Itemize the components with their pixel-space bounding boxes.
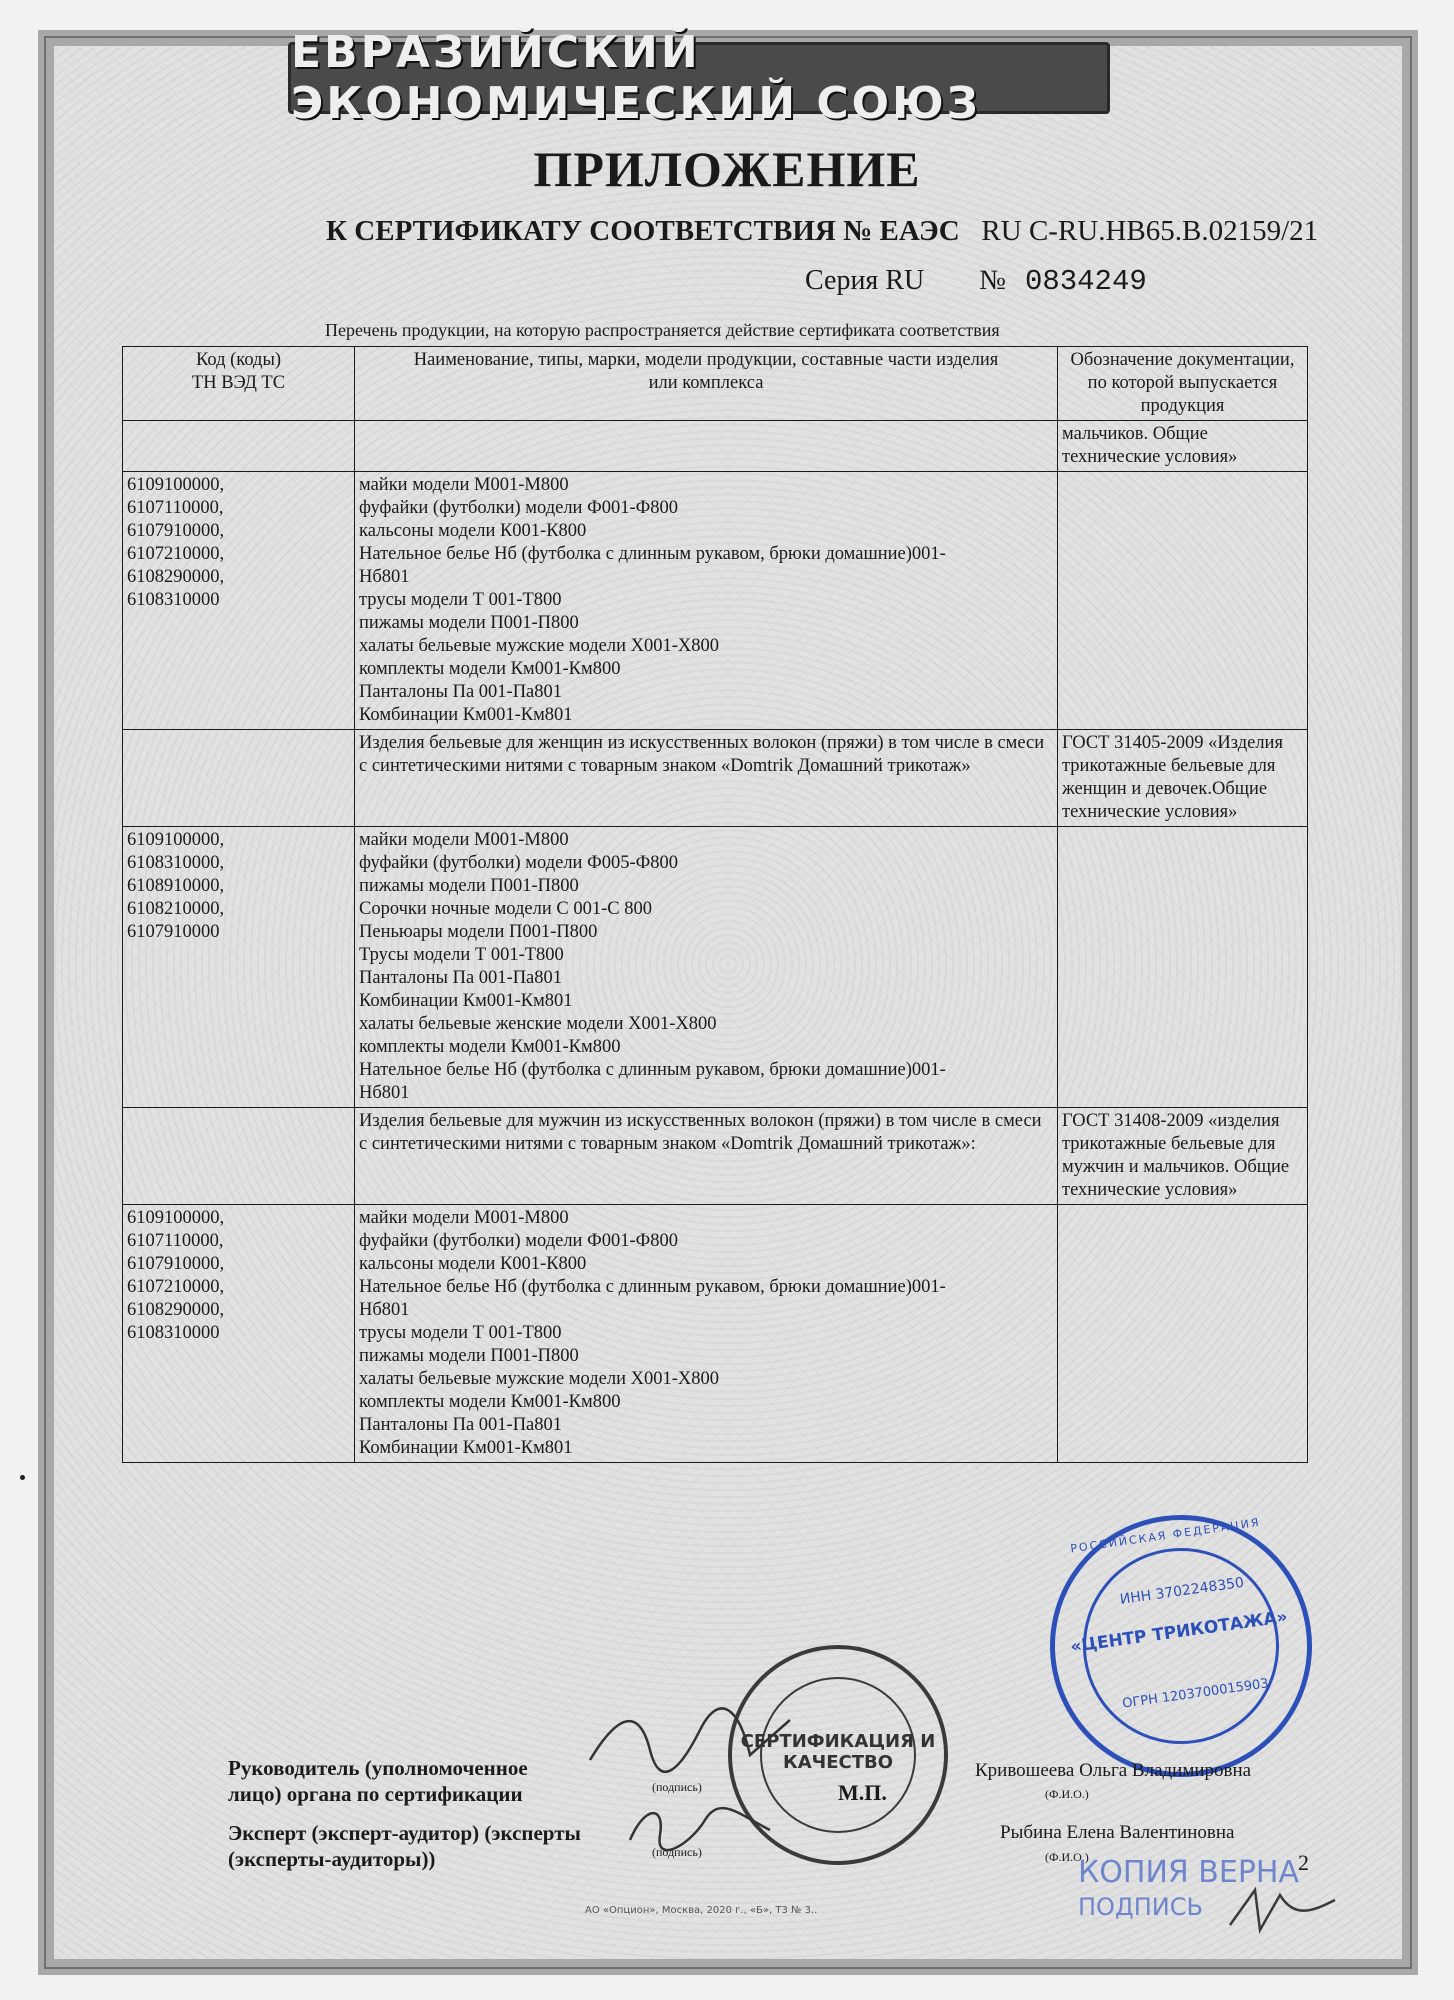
union-banner: ЕВРАЗИЙСКИЙ ЭКОНОМИЧЕСКИЙ СОЮЗ [288,42,1110,114]
name-cell: Изделия бельевые для женщин из искусственных волокон (пряжи) в том числе в смеси с синтетическими нитями с товарным знаком «Domtrik Домашний трикотаж» [355,730,1058,827]
footer-print-info: АО «Опцион», Москва, 2020 г., «Б», Т3 № 3.. [585,1905,818,1916]
products-table [122,346,1308,1463]
header-code: Код (коды) ТН ВЭД ТС [123,347,355,421]
certificate-number: RU C-RU.НВ65.В.02159/21 [981,215,1319,247]
tnved-code: 6108310000 [127,1323,220,1343]
product-item: Нб801 [359,567,410,587]
head-name-caption: (Ф.И.О.) [1045,1787,1089,1801]
product-item: Сорочки ночные модели С 001-С 800 [359,899,652,919]
product-item: Нб801 [359,1300,410,1320]
product-item: халаты бельевые женские модели Х001-Х800 [359,1014,717,1034]
stamp-ring-text: РОССИЙСКАЯ ФЕДЕРАЦИЯ [1069,1515,1262,1556]
product-item: халаты бельевые мужские модели Х001-Х800 [359,636,720,656]
expert-sign-caption: (подпись) [652,1845,702,1859]
page-number: 2 [1298,1850,1309,1875]
tnved-code: 6108210000, [127,899,225,919]
name-cell [355,827,1058,1108]
expert-name: Рыбина Елена Валентиновна [1000,1822,1235,1843]
table-header-row [123,347,1308,421]
page-title: ПРИЛОЖЕНИЕ [533,141,921,197]
stamp-center-text: «ЦЕНТР ТРИКОТАЖА» [1069,1607,1289,1658]
expert-name-caption: (Ф.И.О.) [1045,1850,1089,1864]
code-cell [123,421,355,472]
head-signature-icon [580,1700,800,1780]
number-label: № [979,265,1006,296]
product-item: трусы модели Т 001-Т800 [359,590,562,610]
product-item: пижамы модели П001-П800 [359,613,579,633]
head-name: Кривошеева Ольга Владимировна [975,1760,1252,1781]
product-item: майки модели М001-М800 [359,1208,569,1228]
tnved-code: 6108910000, [127,876,225,896]
copy-stamp-line2: ПОДПИСЬ [1078,1893,1203,1921]
tnved-code: 6108310000 [127,590,220,610]
copy-stamp-line1: КОПИЯ ВЕРНА [1078,1855,1300,1890]
doc-cell [1058,1205,1308,1463]
tnved-code: 6108310000, [127,853,225,873]
tnved-code: 6108290000, [127,567,225,587]
product-item: кальсоны модели К001-К800 [359,1254,587,1274]
form-number: 0834249 [1024,265,1147,298]
product-item: кальсоны модели К001-К800 [359,521,587,541]
certificate-number-line [326,215,1326,248]
doc-cell [1058,827,1308,1108]
product-item: Комбинации Км001-Км801 [359,991,573,1011]
product-item: комплекты модели Км001-Км800 [359,1037,621,1057]
head-signature-label: Руководитель (уполномоченное лицо) органа по сертификации [228,1756,528,1806]
list-caption: Перечень продукции, на которую распространяется действие сертификата соответствия [325,320,1000,340]
tnved-code: 6107110000, [127,1231,224,1251]
product-item: трусы модели Т 001-Т800 [359,1323,562,1343]
table-row [123,827,1308,1108]
product-item: Нательное белье Нб (футболка с длинным рукавом, брюки домашние)001- [359,544,946,564]
code-cell [123,1205,355,1463]
product-item: фуфайки (футболки) модели Ф005-Ф800 [359,853,678,873]
product-item: пижамы модели П001-П800 [359,1346,579,1366]
tnved-code: 6107910000, [127,521,225,541]
tnved-code: 6109100000, [127,475,225,495]
product-item: Комбинации Км001-Км801 [359,705,573,725]
table-row [123,730,1308,827]
product-item: пижамы модели П001-П800 [359,876,579,896]
table-row [123,1108,1308,1205]
name-cell [355,1205,1058,1463]
expert-signature-label: Эксперт (эксперт-аудитор) (эксперты (эксперты-аудиторы)) [228,1821,581,1871]
tnved-code: 6107210000, [127,1277,225,1297]
product-item: фуфайки (футболки) модели Ф001-Ф800 [359,498,678,518]
name-cell: Изделия бельевые для мужчин из искусственных волокон (пряжи) в том числе в смеси с синтетическими нитями с товарным знаком «Domtrik Домашний трикотаж»: [355,1108,1058,1205]
product-item: комплекты модели Км001-Км800 [359,659,621,679]
mp-label: М.П. [838,1780,887,1805]
product-item: майки модели М001-М800 [359,475,569,495]
head-sign-caption: (подпись) [652,1780,702,1794]
code-cell [123,1108,355,1205]
doc-cell: ГОСТ 31408-2009 «изделия трикотажные бельевые для мужчин и мальчиков. Общие технические условия» [1058,1108,1308,1205]
product-item: Нб801 [359,1083,410,1103]
product-item: Нательное белье Нб (футболка с длинным рукавом, брюки домашние)001- [359,1277,946,1297]
seal-center-text: СЕРТИФИКАЦИЯ И КАЧЕСТВО [740,1731,936,1773]
series-label: Серия [805,265,879,296]
stamp-inn: ИНН 3702248350 [1118,1574,1245,1608]
product-item: Трусы модели Т 001-Т800 [359,945,564,965]
doc-cell [1058,472,1308,730]
doc-cell: ГОСТ 31405-2009 «Изделия трикотажные бельевые для женщин и девочек.Общие технические условия» [1058,730,1308,827]
tnved-code: 6107910000, [127,1254,225,1274]
tnved-code: 6108290000, [127,1300,225,1320]
product-item: майки модели М001-М800 [359,830,569,850]
name-cell [355,421,1058,472]
stamp-ogrn: ОГРН 1203700015903 [1121,1676,1270,1712]
name-cell [355,472,1058,730]
header-doc: Обозначение документации, по которой выпускается продукция [1058,347,1308,421]
tnved-code: 6109100000, [127,1208,225,1228]
product-item: Панталоны Па 001-Па801 [359,968,563,988]
code-cell [123,827,355,1108]
header-name: Наименование, типы, марки, модели продукции, составные части изделия или комплекса [355,347,1058,421]
tnved-code: 6107110000, [127,498,224,518]
series-line [805,265,1147,298]
product-item: Нательное белье Нб (футболка с длинным рукавом, брюки домашние)001- [359,1060,946,1080]
code-cell [123,472,355,730]
copy-signature-icon [1225,1880,1345,1940]
product-item: фуфайки (футболки) модели Ф001-Ф800 [359,1231,678,1251]
table-row [123,421,1308,472]
tnved-code: 6109100000, [127,830,225,850]
product-item: Пеньюары модели П001-П800 [359,922,598,942]
product-item: Панталоны Па 001-Па801 [359,682,563,702]
product-item: комплекты модели Км001-Км800 [359,1392,621,1412]
doc-cell: мальчиков. Общие технические условия» [1058,421,1308,472]
series-value: RU [885,265,925,296]
table-row [123,1205,1308,1463]
tnved-code: 6107210000, [127,544,225,564]
product-item: Комбинации Км001-Км801 [359,1438,573,1458]
product-item: Панталоны Па 001-Па801 [359,1415,563,1435]
table-row [123,472,1308,730]
certificate-label: К СЕРТИФИКАТУ СООТВЕТСТВИЯ № ЕАЭС [326,215,960,247]
code-cell [123,730,355,827]
stray-dot [20,1475,25,1480]
product-item: халаты бельевые мужские модели Х001-Х800 [359,1369,720,1389]
tnved-code: 6107910000 [127,922,220,942]
